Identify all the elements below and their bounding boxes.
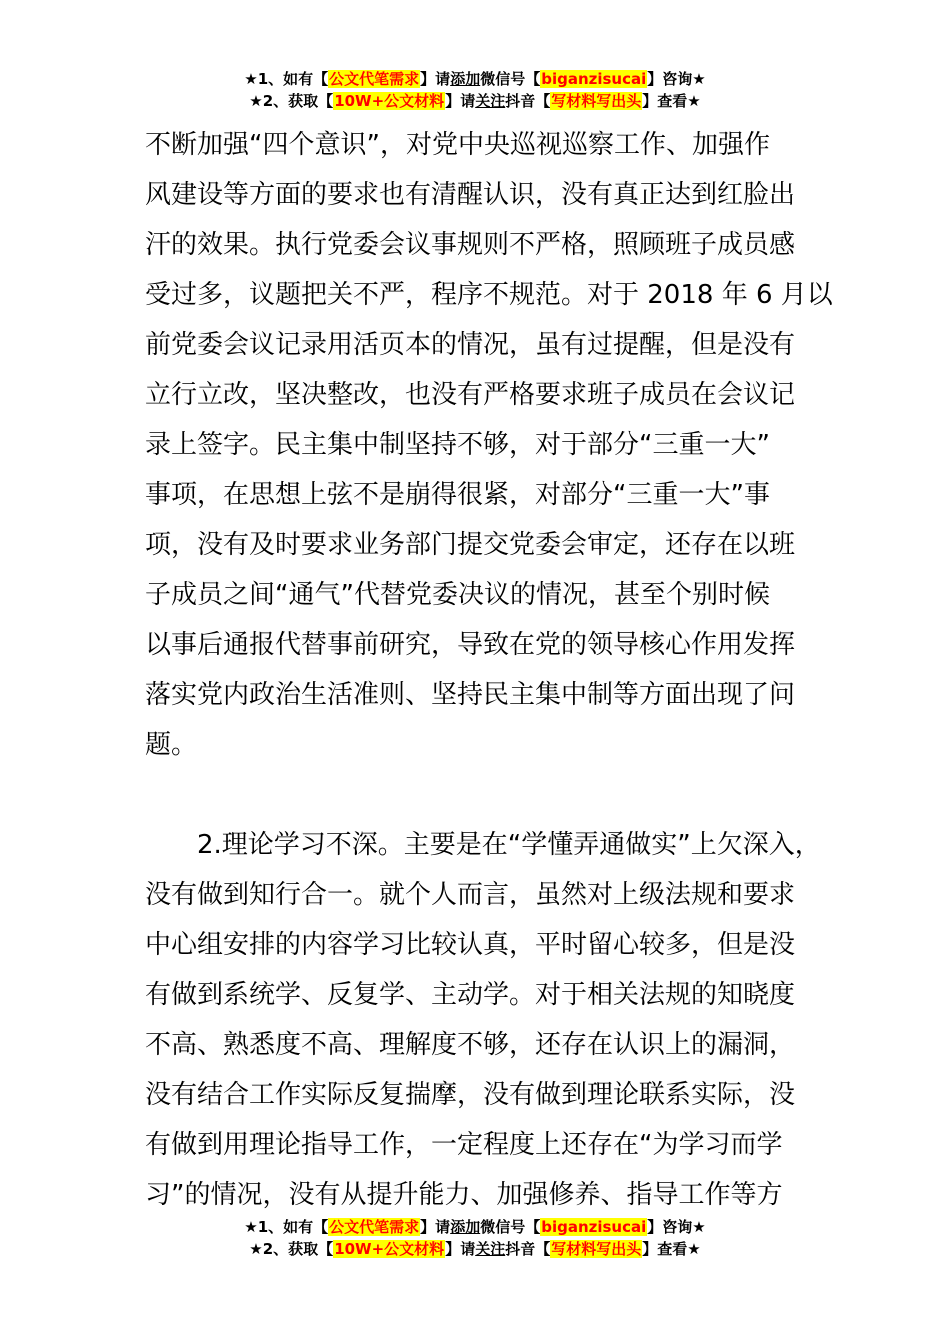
text-line: 不高、熟悉度不高、理解度不够，还存在认识上的漏洞， [145, 1030, 796, 1060]
promo-underlined: 关注 [475, 92, 506, 110]
promo-text: ★2、获取【 [249, 1240, 334, 1258]
text-line: 落实党内政治生活准则、坚持民主集中制等方面出现了问 [145, 680, 796, 710]
promo-highlight: 写材料写出头 [551, 1240, 642, 1258]
document-body [145, 120, 833, 1220]
text-line: 2.理论学习不深。主要是在“学懂弄通做实”上欠深入， [197, 830, 821, 860]
text-line: 录上签字。民主集中制坚持不够，对于部分“三重一大” [145, 430, 770, 460]
promo-highlight: 写材料写出头 [551, 92, 642, 110]
promo-banner-top [0, 68, 950, 112]
text-line: 没有做到知行合一。就个人而言，虽然对上级法规和要求 [145, 880, 796, 910]
text-line: 前党委会议记录用活页本的情况，虽有过提醒，但是没有 [145, 330, 796, 360]
text-line: 有做到用理论指导工作，一定程度上还存在“为学习而学 [145, 1130, 783, 1160]
promo-text: ★1、如有【 [244, 1218, 329, 1236]
promo-text: 抖音【 [505, 1240, 551, 1258]
text-line: 题。 [145, 730, 198, 760]
paragraph-2 [145, 820, 825, 1220]
promo-highlight: 公文代笔需求 [329, 1218, 420, 1236]
promo-text: 】查看★ [642, 1240, 701, 1258]
text-line: 没有结合工作实际反复揣摩，没有做到理论联系实际，没 [145, 1080, 796, 1110]
promo-text: 】请 [420, 70, 451, 88]
promo-highlight: 公文代笔需求 [329, 70, 420, 88]
promo-text: 】咨询★ [647, 1218, 706, 1236]
promo-highlight: 10W+公文材料 [334, 92, 445, 110]
paragraph-1 [145, 120, 833, 770]
text-line: 立行立改，坚决整改，也没有严格要求班子成员在会议记 [145, 380, 796, 410]
promo-text: 】请 [445, 92, 476, 110]
promo-line-2 [0, 90, 950, 112]
promo-text: 】请 [420, 1218, 451, 1236]
paragraph-gap [145, 770, 825, 820]
promo-text: 】查看★ [642, 92, 701, 110]
text-line: 事项，在思想上弦不是崩得很紧，对部分“三重一大”事 [145, 480, 770, 510]
promo-underlined: 关注 [475, 1240, 506, 1258]
text-line: 不断加强“四个意识”，对党中央巡视巡察工作、加强作 [145, 130, 770, 160]
text-line: 中心组安排的内容学习比较认真，平时留心较多，但是没 [145, 930, 796, 960]
promo-highlight: biganzisucai [541, 70, 647, 88]
promo-text: 微信号【 [480, 1218, 541, 1236]
text-line: 有做到系统学、反复学、主动学。对于相关法规的知晓度 [145, 980, 796, 1010]
promo-highlight: 10W+公文材料 [334, 1240, 445, 1258]
promo-text: 抖音【 [505, 92, 551, 110]
promo-line-1 [0, 68, 950, 90]
promo-text: 】请 [445, 1240, 476, 1258]
promo-underlined: 添加 [450, 70, 481, 88]
promo-text: 】咨询★ [647, 70, 706, 88]
promo-banner-bottom [0, 1216, 950, 1260]
text-line: 子成员之间“通气”代替党委决议的情况，甚至个别时候 [145, 580, 770, 610]
text-line: 受过多，议题把关不严，程序不规范。对于 2018 年 6 月以 [145, 280, 833, 310]
text-line: 习”的情况，没有从提升能力、加强修养、指导工作等方 [145, 1180, 783, 1210]
text-line: 以事后通报代替事前研究，导致在党的领导核心作用发挥 [145, 630, 796, 660]
promo-line-2 [0, 1238, 950, 1260]
promo-text: ★2、获取【 [249, 92, 334, 110]
promo-underlined: 添加 [450, 1218, 481, 1236]
text-line: 项，没有及时要求业务部门提交党委会审定，还存在以班 [145, 530, 796, 560]
promo-line-1 [0, 1216, 950, 1238]
promo-text: ★1、如有【 [244, 70, 329, 88]
text-line: 汗的效果。执行党委会议事规则不严格，照顾班子成员感 [145, 230, 796, 260]
text-line: 风建设等方面的要求也有清醒认识，没有真正达到红脸出 [145, 180, 796, 210]
promo-text: 微信号【 [480, 70, 541, 88]
promo-highlight: biganzisucai [541, 1218, 647, 1236]
